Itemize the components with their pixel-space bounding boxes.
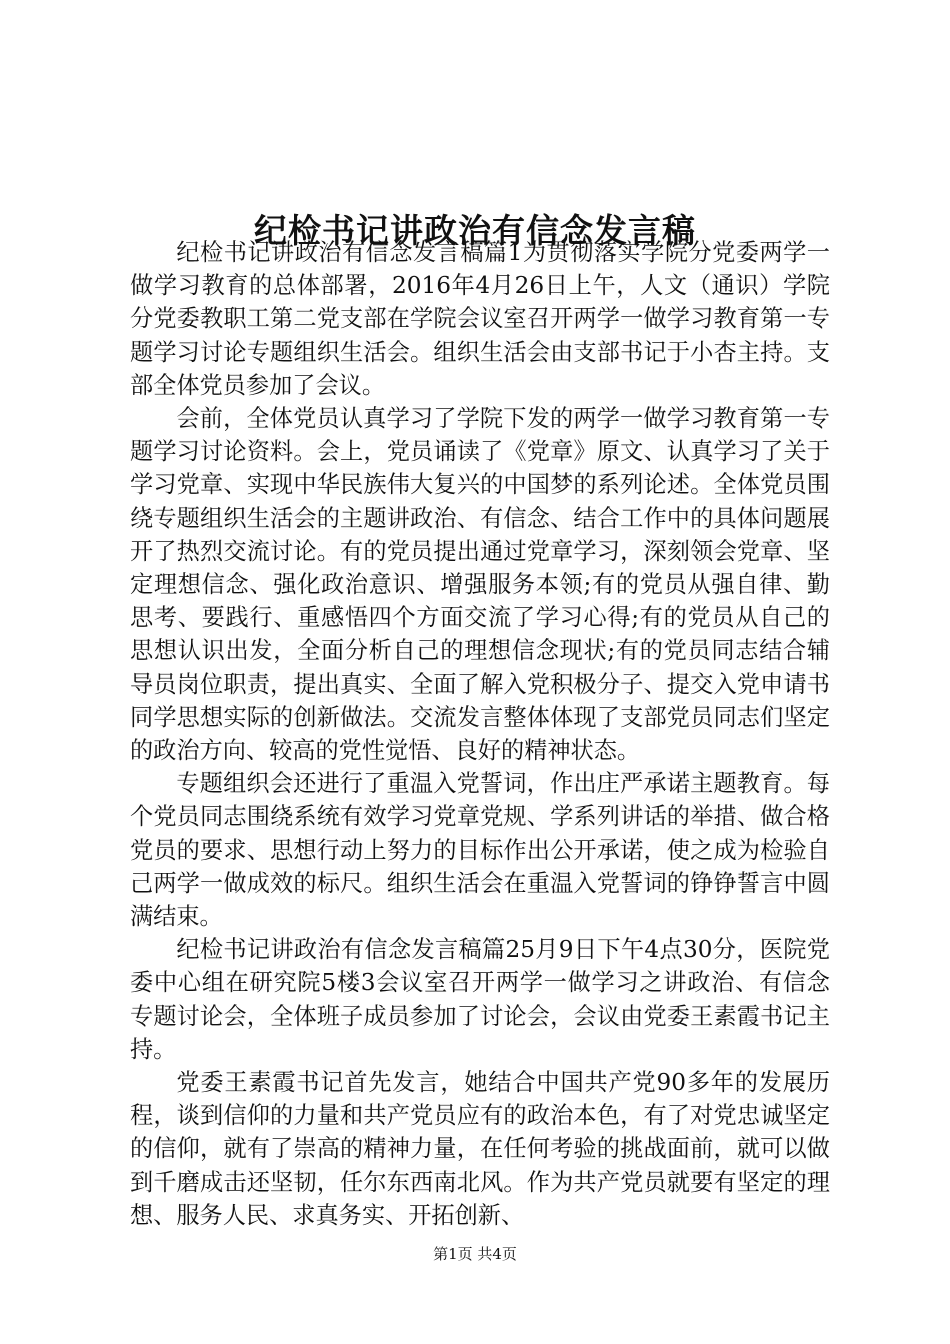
- document-body: [130, 236, 830, 1232]
- paragraph-3: 专题组织会还进行了重温入党誓词，作出庄严承诺主题教育。每个党员同志围绕系统有效学习党章党规、学系列讲话的举措、做合格党员的要求、思想行动上努力的目标作出公开承诺，使之成为检验自己两学一做成效的标尺。组织生活会在重温入党誓词的铮铮誓言中圆满结束。: [130, 770, 830, 931]
- paragraph-1: 纪检书记讲政治有信念发言稿篇1为贯彻落实学院分党委两学一做学习教育的总体部署，2016年4月26日上午，人文（通识）学院分党委教职工第二党支部在学院会议室召开两学一做学习教育第一专题学习讨论专题组织生活会。组织生活会由支部书记于小杏主持。支部全体党员参加了会议。: [130, 239, 830, 399]
- paragraph-4: 纪检书记讲政治有信念发言稿篇25月9日下午4点30分，医院党委中心组在研究院5楼3会议室召开两学一做学习之讲政治、有信念专题讨论会，全体班子成员参加了讨论会，会议由党委王素霞书记主持。: [130, 936, 830, 1063]
- page-number-footer: 第1页 共4页: [433, 1245, 517, 1263]
- paragraph-2: 会前，全体党员认真学习了学院下发的两学一做学习教育第一专题学习讨论资料。会上，党员诵读了《党章》原文、认真学习了关于学习党章、实现中华民族伟大复兴的中国梦的系列论述。全体党员围绕专题组织生活会的主题讲政治、有信念、结合工作中的具体问题展开了热烈交流讨论。有的党员提出通过党章学习，深刻领会党章、坚定理想信念、强化政治意识、增强服务本领;有的党员从强自律、勤思考、要践行、重感悟四个方面交流了学习心得;有的党员从自己的思想认识出发，全面分析自己的理想信念现状;有的党员同志结合辅导员岗位职责，提出真实、全面了解入党积极分子、提交入党申请书同学思想实际的创新做法。交流发言整体体现了支部党员同志们坚定的政治方向、较高的党性觉悟、良好的精神状态。: [130, 405, 830, 765]
- document-title: 纪检书记讲政治有信念发言稿: [254, 211, 696, 251]
- paragraph-5: 党委王素霞书记首先发言，她结合中国共产党90多年的发展历程，谈到信仰的力量和共产党员应有的政治本色，有了对党忠诚坚定的信仰，就有了崇高的精神力量，在任何考验的挑战面前，就可以做到千磨成击还坚韧，任尔东西南北风。作为共产党员就要有坚定的理想、服务人民、求真务实、开拓创新、: [130, 1069, 830, 1229]
